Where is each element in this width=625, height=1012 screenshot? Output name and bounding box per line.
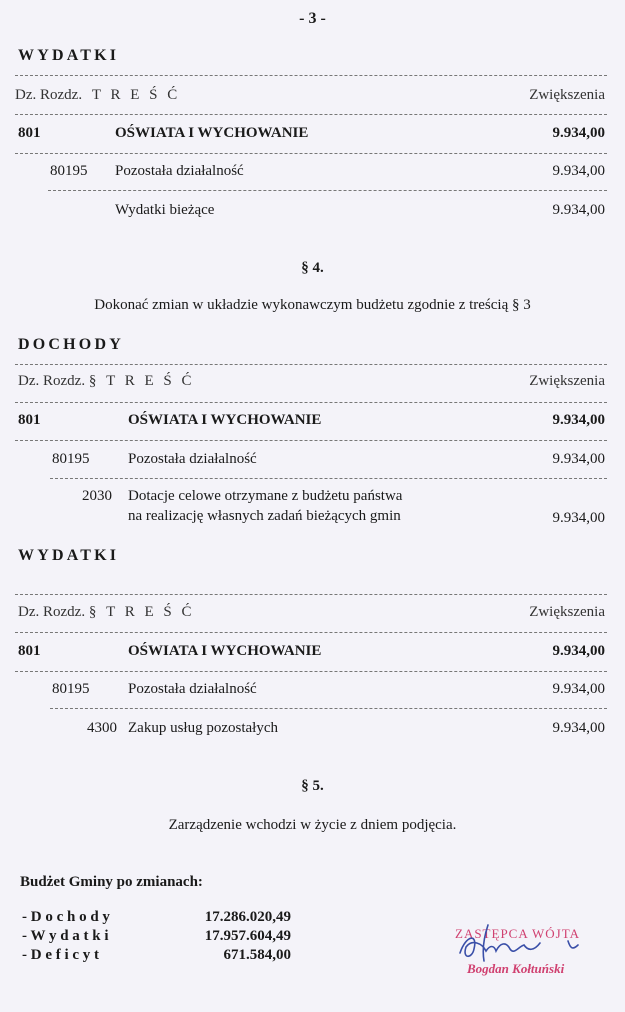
item-value: 9.934,00 <box>552 720 605 736</box>
rozdzial-code: 80195 <box>52 451 90 467</box>
item-code: 2030 <box>82 488 112 504</box>
divider <box>15 364 607 365</box>
divider <box>15 594 607 595</box>
summary-value-dochody: 17.286.020,49 <box>204 909 291 925</box>
paragraph-4-title: § 4. <box>301 260 324 276</box>
dzial-value: 9.934,00 <box>552 412 605 428</box>
divider <box>15 114 607 115</box>
item-code: 4300 <box>87 720 117 736</box>
rozdzial-value: 9.934,00 <box>552 681 605 697</box>
dzial-name: OŚWIATA I WYCHOWANIE <box>115 125 309 141</box>
page-number: - 3 - <box>299 10 326 27</box>
item-line1: Dotacje celowe otrzymane z budżetu państwa <box>128 488 403 504</box>
summary-label-wydatki: - W y d a t k i <box>22 928 109 944</box>
item-name: Wydatki bieżące <box>115 202 215 218</box>
divider <box>50 708 607 709</box>
rozdzial-code: 80195 <box>50 163 88 179</box>
item-value: 9.934,00 <box>552 202 605 218</box>
dzial-code: 801 <box>18 412 41 428</box>
rozdzial-name: Pozostała działalność <box>128 681 257 697</box>
item-value: 9.934,00 <box>552 510 605 526</box>
header-zwiekszenia: Zwiększenia <box>529 373 605 389</box>
divider <box>15 671 607 672</box>
paragraph-5-text: Zarządzenie wchodzi w życie z dniem podjęcia. <box>168 817 457 833</box>
section-title-wydatki: WYDATKI <box>18 547 120 564</box>
summary-value-wydatki: 17.957.604,49 <box>204 928 291 944</box>
divider <box>15 75 607 76</box>
summary-value-deficyt: 671.584,00 <box>223 947 291 963</box>
rozdzial-value: 9.934,00 <box>552 163 605 179</box>
dzial-value: 9.934,00 <box>552 643 605 659</box>
dzial-code: 801 <box>18 643 41 659</box>
divider <box>15 402 607 403</box>
dzial-code: 801 <box>18 125 41 141</box>
table-header: Dz. Rozdz. § T R E Ś Ć <box>18 373 195 389</box>
table-header: Dz. Rozdz. T R E Ś Ć <box>15 87 181 103</box>
table-header: Dz. Rozdz. § T R E Ś Ć <box>18 604 195 620</box>
summary-label-deficyt: - D e f i c y t <box>22 947 100 963</box>
item-name: Zakup usług pozostałych <box>128 720 278 736</box>
dzial-name: OŚWIATA I WYCHOWANIE <box>128 643 322 659</box>
item-line2: na realizację własnych zadań bieżących gmin <box>128 508 401 524</box>
divider <box>15 632 607 633</box>
rozdzial-value: 9.934,00 <box>552 451 605 467</box>
rozdzial-code: 80195 <box>52 681 90 697</box>
section-title-wydatki: WYDATKI <box>18 47 120 64</box>
signature <box>448 915 598 970</box>
header-zwiekszenia: Zwiększenia <box>529 87 605 103</box>
section-title-dochody: DOCHODY <box>18 336 124 353</box>
summary-label-dochody: - D o c h o d y <box>22 909 110 925</box>
stamp-title: ZASTĘPCA WÓJTA <box>455 926 581 941</box>
divider <box>15 153 607 154</box>
rozdzial-name: Pozostała działalność <box>115 163 244 179</box>
dzial-value: 9.934,00 <box>552 125 605 141</box>
header-zwiekszenia: Zwiększenia <box>529 604 605 620</box>
summary-title: Budżet Gminy po zmianach: <box>20 874 203 890</box>
rozdzial-name: Pozostała działalność <box>128 451 257 467</box>
divider <box>50 478 607 479</box>
divider <box>48 190 607 191</box>
paragraph-5-title: § 5. <box>301 778 324 794</box>
divider <box>15 440 607 441</box>
stamp-name: Bogdan Kołtuński <box>467 961 565 976</box>
dzial-name: OŚWIATA I WYCHOWANIE <box>128 412 322 428</box>
paragraph-4-text: Dokonać zmian w układzie wykonawczym budżetu zgodnie z treścią § 3 <box>94 297 531 313</box>
